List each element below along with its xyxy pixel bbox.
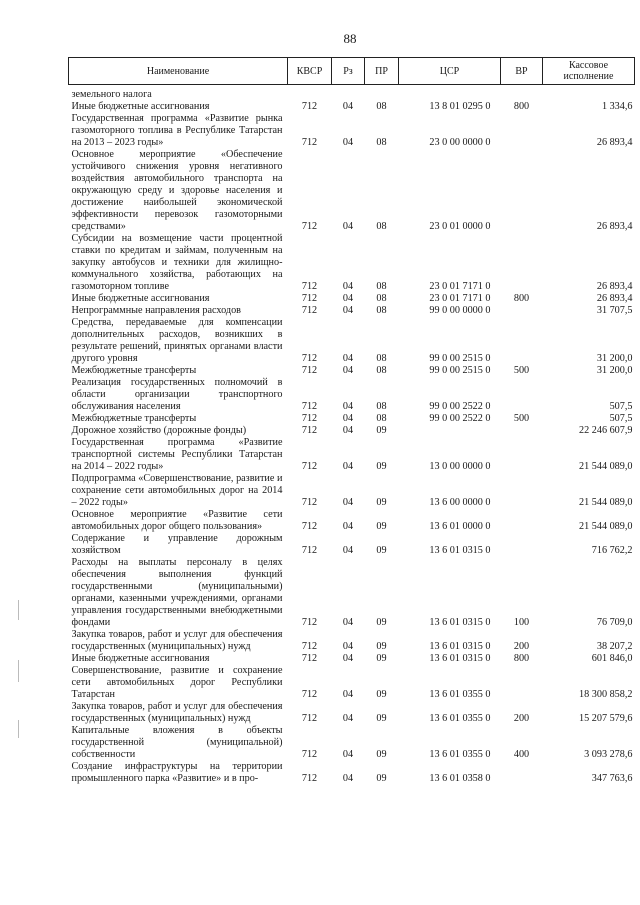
table-row [69, 377, 635, 413]
row-rz: 04 [342, 425, 354, 436]
row-name: Основное мероприятие «Развитие сети автомобильных дорог общего пользования» [71, 509, 283, 532]
table-header-row [69, 58, 635, 85]
margin-mark [18, 600, 19, 620]
row-pr: 09 [376, 749, 387, 760]
row-rz: 04 [342, 641, 354, 652]
row-csr: 99 0 00 2515 0 [429, 365, 491, 376]
row-pr: 08 [376, 353, 387, 364]
row-name: Создание инфраструктуры на территории промышленного парка «Развитие» и в про- [71, 761, 283, 784]
row-kvsr: 712 [301, 713, 318, 724]
row-name: Реализация государственных полномочий в области организации транспортного обслуживания населения [71, 377, 283, 412]
table-row [69, 305, 635, 317]
row-name: Капитальные вложения в объекты государственной (муниципальной) собственности [71, 725, 283, 760]
row-kvsr: 712 [301, 641, 318, 652]
row-kvsr: 712 [301, 617, 318, 628]
row-csr: 13 6 01 0355 0 [429, 689, 491, 700]
row-pr: 09 [376, 641, 387, 652]
row-csr: 23 0 01 7171 0 [429, 293, 491, 304]
row-vr [501, 233, 543, 293]
row-amount [543, 85, 635, 102]
row-kvsr: 712 [301, 413, 318, 424]
row-pr: 09 [376, 689, 387, 700]
page-number: 88 [343, 31, 357, 46]
table-row [69, 761, 635, 785]
row-csr: 23 0 00 0000 0 [429, 137, 491, 148]
row-pr: 09 [376, 545, 387, 556]
row-vr: 200 [513, 713, 530, 724]
row-amount: 18 300 858,2 [579, 689, 633, 700]
row-kvsr: 712 [301, 425, 318, 436]
row-rz: 04 [342, 713, 354, 724]
row-rz: 04 [342, 461, 354, 472]
header-name: Наименование [69, 58, 288, 85]
row-name: Дорожное хозяйство (дорожные фонды) [71, 425, 247, 436]
header-vr: ВР [501, 58, 543, 85]
row-kvsr [288, 85, 332, 102]
row-kvsr: 712 [301, 773, 318, 784]
row-vr: 800 [513, 293, 530, 304]
row-amount: 38 207,2 [596, 641, 633, 652]
table-row [69, 413, 635, 425]
row-rz: 04 [342, 413, 354, 424]
row-amount: 21 544 089,0 [579, 521, 633, 532]
row-kvsr: 712 [301, 461, 318, 472]
row-vr [501, 509, 543, 533]
row-kvsr: 712 [301, 137, 318, 148]
header-rz: Рз [332, 58, 365, 85]
row-amount: 26 893,4 [596, 137, 633, 148]
table-row [69, 365, 635, 377]
row-csr: 99 0 00 2522 0 [429, 413, 491, 424]
row-csr [399, 425, 501, 437]
row-csr: 13 6 01 0355 0 [429, 749, 491, 760]
row-vr [501, 149, 543, 233]
row-name: Подпрограмма «Совершенствование, развитие и сохранение сети автомобильных дорог на 2014 – 2022 годы» [71, 473, 283, 508]
row-vr [501, 761, 543, 785]
row-name: Государственная программа «Развитие транспортной системы Республики Татарстан на 2014 – 2022 годы» [71, 437, 283, 472]
row-kvsr: 712 [301, 497, 318, 508]
row-amount: 31 200,0 [596, 353, 633, 364]
row-csr [399, 85, 501, 102]
row-amount: 507,5 [609, 401, 633, 412]
table-row [69, 629, 635, 653]
row-name: Средства, передаваемые для компенсации дополнительных расходов, возникших в результате решений, принятых органами власти другого уровня [71, 317, 283, 364]
row-csr: 13 6 01 0000 0 [429, 521, 491, 532]
row-pr: 09 [376, 425, 387, 436]
row-rz: 04 [342, 497, 354, 508]
row-amount: 26 893,4 [596, 221, 633, 232]
row-name: Расходы на выплаты персоналу в целях обеспечения выполнения функций государственными (муниципальными) органами, казенными учреждениями, органами управления государственными внебюджетными фондами [71, 557, 283, 628]
table-row [69, 557, 635, 629]
margin-mark [18, 660, 19, 682]
row-name: Межбюджетные трансферты [71, 365, 197, 376]
row-amount: 31 200,0 [596, 365, 633, 376]
row-pr: 09 [376, 773, 387, 784]
table-row [69, 85, 635, 102]
row-pr: 08 [376, 101, 387, 112]
row-csr: 23 0 01 0000 0 [429, 221, 491, 232]
header-kvsr: КВСР [288, 58, 332, 85]
row-name: Закупка товаров, работ и услуг для обеспечения государственных (муниципальных) нужд [71, 701, 283, 724]
table-row [69, 233, 635, 293]
row-pr: 09 [376, 617, 387, 628]
row-rz: 04 [342, 365, 354, 376]
row-rz: 04 [342, 653, 354, 664]
row-vr: 800 [513, 653, 530, 664]
row-csr: 13 6 01 0315 0 [429, 545, 491, 556]
row-amount: 22 246 607,9 [579, 425, 633, 436]
row-csr: 99 0 00 0000 0 [429, 305, 491, 316]
row-csr: 99 0 00 2522 0 [429, 401, 491, 412]
row-rz: 04 [342, 521, 354, 532]
row-pr: 08 [376, 293, 387, 304]
table-row [69, 437, 635, 473]
table-row [69, 425, 635, 437]
header-amount: Кассовое исполнение [543, 58, 635, 85]
row-name: Государственная программа «Развитие рынка газомоторного топлива в Республике Татарстан на 2013 – 2023 годы» [71, 113, 283, 148]
row-name: Иные бюджетные ассигнования [71, 653, 210, 664]
row-pr: 08 [376, 365, 387, 376]
header-csr: ЦСР [399, 58, 501, 85]
row-amount: 1 334,6 [601, 101, 633, 112]
table-row [69, 701, 635, 725]
row-pr: 09 [376, 653, 387, 664]
row-kvsr: 712 [301, 653, 318, 664]
row-pr: 08 [376, 401, 387, 412]
row-vr [501, 665, 543, 701]
row-kvsr: 712 [301, 749, 318, 760]
row-pr: 08 [376, 137, 387, 148]
row-rz: 04 [342, 221, 354, 232]
row-amount: 31 707,5 [596, 305, 633, 316]
row-rz: 04 [342, 101, 354, 112]
row-kvsr: 712 [301, 365, 318, 376]
row-vr: 100 [513, 617, 530, 628]
row-amount: 601 846,0 [591, 653, 633, 664]
row-kvsr: 712 [301, 281, 318, 292]
row-name: Субсидии на возмещение части процентной ставки по кредитам и займам, полученным на закупку автобусов и техники для жилищно-коммунального хозяйства, работающих на газомоторном топливе [71, 233, 283, 292]
row-rz: 04 [342, 305, 354, 316]
row-name: Иные бюджетные ассигнования [71, 101, 210, 112]
row-rz [332, 85, 365, 102]
row-rz: 04 [342, 137, 354, 148]
row-kvsr: 712 [301, 545, 318, 556]
row-csr: 13 6 00 0000 0 [429, 497, 491, 508]
row-name: Совершенствование, развитие и сохранение сети автомобильных дорог Республики Татарстан [71, 665, 283, 700]
row-csr: 13 6 01 0358 0 [429, 773, 491, 784]
row-rz: 04 [342, 689, 354, 700]
table-body [69, 85, 635, 786]
row-kvsr: 712 [301, 101, 318, 112]
row-csr: 99 0 00 2515 0 [429, 353, 491, 364]
row-vr: 200 [513, 641, 530, 652]
row-amount: 347 763,6 [591, 773, 633, 784]
row-csr: 13 6 01 0315 0 [429, 641, 491, 652]
row-amount: 21 544 089,0 [579, 461, 633, 472]
row-rz: 04 [342, 773, 354, 784]
row-pr: 09 [376, 521, 387, 532]
row-vr: 500 [513, 413, 530, 424]
row-vr [501, 317, 543, 365]
row-rz: 04 [342, 281, 354, 292]
row-amount: 507,5 [609, 413, 633, 424]
row-kvsr: 712 [301, 293, 318, 304]
row-csr: 13 6 01 0315 0 [429, 653, 491, 664]
row-vr [501, 533, 543, 557]
row-name: Закупка товаров, работ и услуг для обеспечения государственных (муниципальных) нужд [71, 629, 283, 652]
row-rz: 04 [342, 353, 354, 364]
row-pr: 08 [376, 221, 387, 232]
row-pr: 09 [376, 497, 387, 508]
row-rz: 04 [342, 545, 354, 556]
row-rz: 04 [342, 401, 354, 412]
row-vr [501, 425, 543, 437]
row-csr: 13 0 00 0000 0 [429, 461, 491, 472]
row-kvsr: 712 [301, 221, 318, 232]
row-kvsr: 712 [301, 353, 318, 364]
row-pr [365, 85, 399, 102]
row-amount: 26 893,4 [596, 281, 633, 292]
row-rz: 04 [342, 293, 354, 304]
table-row [69, 653, 635, 665]
row-pr: 09 [376, 713, 387, 724]
row-pr: 08 [376, 413, 387, 424]
row-vr [501, 85, 543, 102]
row-name: Иные бюджетные ассигнования [71, 293, 210, 304]
row-amount: 3 093 278,6 [584, 749, 633, 760]
row-vr [501, 437, 543, 473]
row-csr: 13 8 01 0295 0 [429, 101, 491, 112]
row-vr: 500 [513, 365, 530, 376]
row-kvsr: 712 [301, 521, 318, 532]
row-rz: 04 [342, 617, 354, 628]
row-pr: 08 [376, 281, 387, 292]
row-name: Содержание и управление дорожным хозяйством [71, 533, 283, 556]
table-row [69, 149, 635, 233]
row-vr [501, 113, 543, 149]
row-kvsr: 712 [301, 305, 318, 316]
row-amount: 716 762,2 [591, 545, 633, 556]
row-amount: 76 709,0 [596, 617, 633, 628]
row-name: Непрограммные направления расходов [71, 305, 241, 316]
table-row [69, 317, 635, 365]
row-amount: 21 544 089,0 [579, 497, 633, 508]
row-vr: 800 [513, 101, 530, 112]
row-amount: 15 207 579,6 [579, 713, 633, 724]
row-name: Межбюджетные трансферты [71, 413, 197, 424]
row-vr [501, 377, 543, 413]
row-vr [501, 305, 543, 317]
row-amount: 26 893,4 [596, 293, 633, 304]
row-name: Основное мероприятие «Обеспечение устойчивого снижения уровня негативного воздействия автомобильного транспорта на окружающую среду и здоровье населения и достижение наибольшей экономической эффективности перевозок газомоторными средствами» [71, 149, 283, 232]
row-kvsr: 712 [301, 689, 318, 700]
budget-table [68, 57, 635, 785]
table-row [69, 101, 635, 113]
row-csr: 13 6 01 0315 0 [429, 617, 491, 628]
header-pr: ПР [365, 58, 399, 85]
row-rz: 04 [342, 749, 354, 760]
row-name: земельного налога [71, 89, 152, 100]
table-row [69, 509, 635, 533]
table-row [69, 725, 635, 761]
table-row [69, 113, 635, 149]
row-csr: 23 0 01 7171 0 [429, 281, 491, 292]
table-row [69, 293, 635, 305]
row-vr [501, 473, 543, 509]
row-vr: 400 [513, 749, 530, 760]
row-pr: 08 [376, 305, 387, 316]
row-pr: 09 [376, 461, 387, 472]
table-row [69, 533, 635, 557]
table-row [69, 665, 635, 701]
row-csr: 13 6 01 0355 0 [429, 713, 491, 724]
row-kvsr: 712 [301, 401, 318, 412]
table-row [69, 473, 635, 509]
margin-mark [18, 720, 19, 738]
